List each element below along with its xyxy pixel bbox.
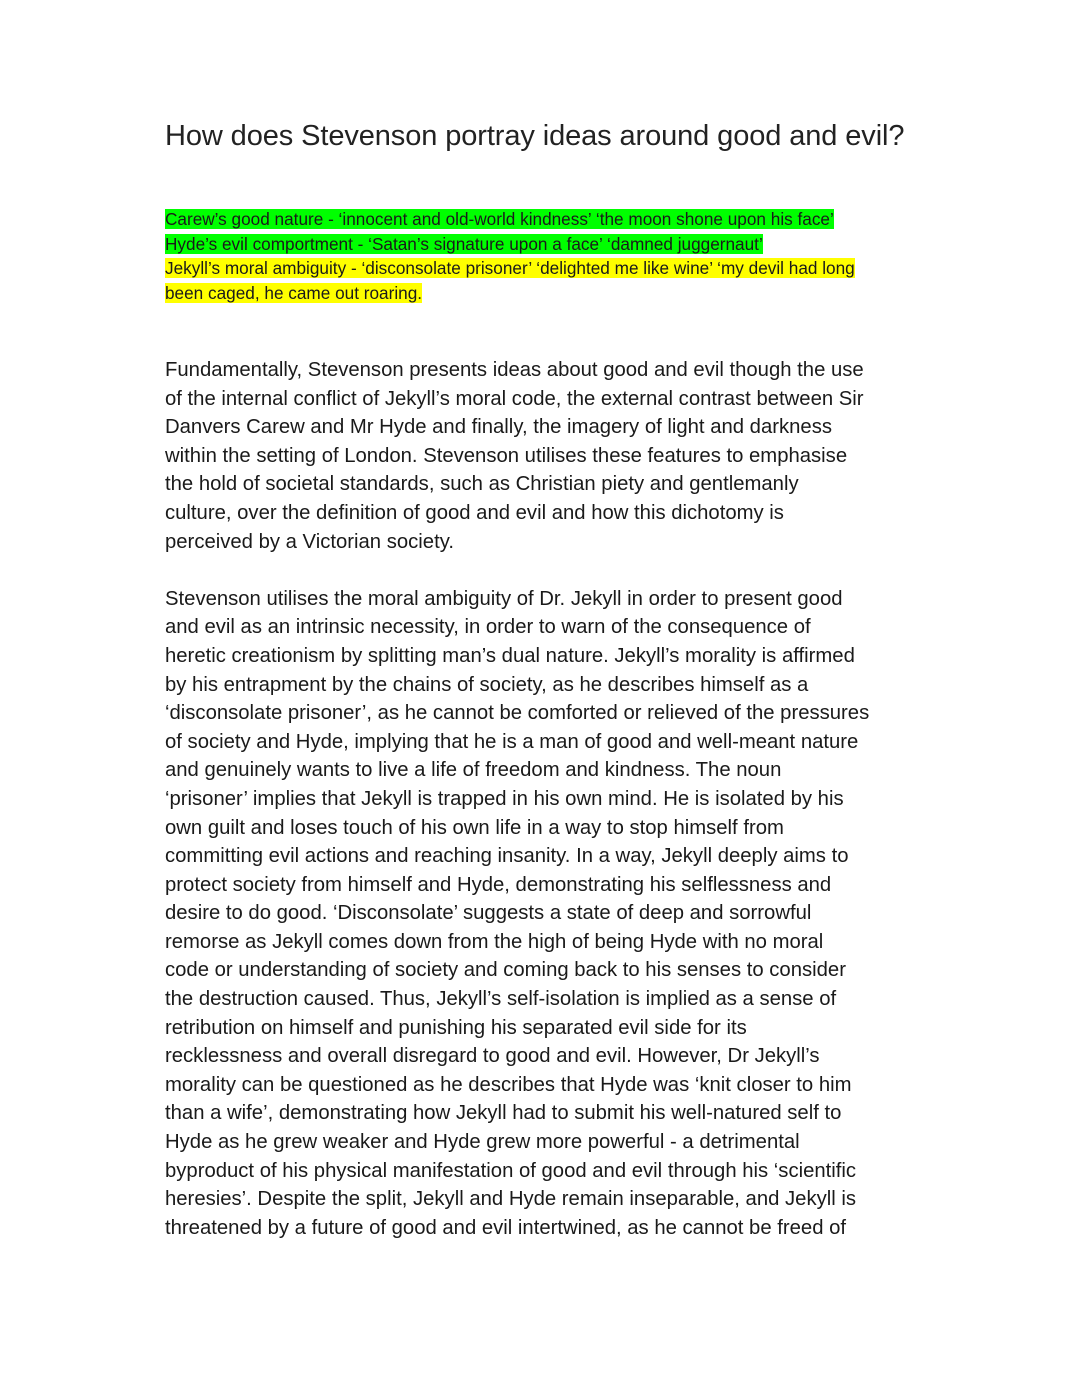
quote-notes (165, 207, 925, 305)
document-title: How does Stevenson portray ideas around good and evil? (165, 120, 905, 152)
note-text: Carew’s good nature - ‘innocent and old-world kindness’ ‘the moon shone upon his face’ (165, 209, 834, 229)
note-text: Jekyll’s moral ambiguity - ‘disconsolate prisoner’ ‘delighted me like wine’ ‘my devil had long been caged, he came out roaring. (165, 258, 855, 303)
document-page (165, 118, 925, 1271)
essay-body (165, 356, 925, 1242)
note-text: Hyde’s evil comportment - ‘Satan’s signature upon a face’ ‘damned juggernaut’ (165, 233, 763, 254)
essay-paragraph-jekyll: Stevenson utilises the moral ambiguity of Dr. Jekyll in order to present good and evil as an intrinsic necessity, in order to warn of the consequence of heretic creationism by splitting man’s dual nature. Jekyll’s morality is affirmed by his entrapment by the chains of society, as he describes himself as a ‘disconsolate prisoner’, as he cannot be comforted or relieved of the pressures of society and Hyde, implying that he is a man of good and well-meant nature and genuinely wants to live a life of freedom and kindness. The noun ‘prisoner’ implies that Jekyll is trapped in his own mind. He is isolated by his own guilt and loses touch of his own life in a way to stop himself from committing evil actions and reaching insanity. In a way, Jekyll deeply aims to protect society from himself and Hyde, demonstrating his selflessness and desire to do good. ‘Disconsolate’ suggests a state of deep and sorrowful remorse as Jekyll comes down from the high of being Hyde with no moral code or understanding of society and coming back to his senses to consider the destruction caused. Thus, Jekyll’s self-isolation is implied as a sense of retribution on himself and punishing his separated evil side for its recklessness and overall disregard to good and evil. However, Dr Jekyll’s morality can be questioned as he describes that Hyde was ‘knit closer to him than a wife’, demonstrating how Jekyll had to submit his well-natured self to Hyde as he grew weaker and Hyde grew more powerful - a detrimental byproduct of his physical manifestation of good and evil through his ‘scientific heresies’. Despite the split, Jekyll and Hyde remain inseparable, and Jekyll is threatened by a future of good and evil intertwined, as he cannot be freed of (165, 587, 870, 1239)
note-line-hyde (165, 232, 925, 257)
essay-paragraph-introduction: Fundamentally, Stevenson presents ideas about good and evil though the use of the internal conflict of Jekyll’s moral code, the external contrast between Sir Danvers Carew and Mr Hyde and finally, the imagery of light and darkness within the setting of London. Stevenson utilises these features to emphasise the hold of societal standards, such as Christian piety and gentlemanly culture, over the definition of good and evil and how this dichotomy is perceived by a Victorian society. (165, 359, 864, 553)
note-line-carew (165, 207, 925, 232)
note-line-jekyll (165, 256, 925, 305)
